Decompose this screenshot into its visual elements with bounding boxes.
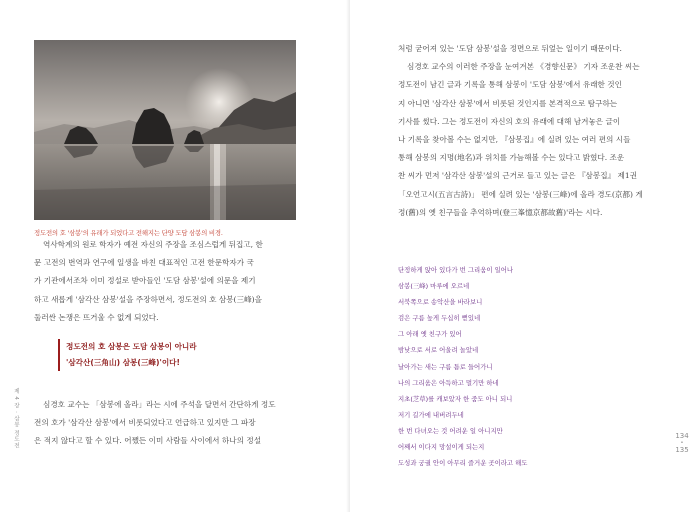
paragraph-line: 찬 씨가 먼저 '삼각산 삼봉'설의 근거로 들고 있는 글은 『삼봉집』 제1권 — [398, 171, 638, 181]
paragraph-line: 문 고전의 번역과 연구에 일생을 바친 대표적인 고전 한문학자가 국 — [34, 258, 254, 268]
poem-line: 나의 그리움은 아득하고 멀기만 하네 — [398, 378, 499, 387]
landscape-photo — [34, 40, 296, 220]
paragraph-line: 전의 호가 '삼각산 삼봉'에서 비롯되었다고 언급하고 있지만 그 파장 — [34, 418, 256, 428]
paragraph-line: 역사학계의 원로 학자가 예전 자신의 주장을 조심스럽게 뒤집고, 한 — [43, 240, 263, 249]
page-number-left: 134 — [675, 432, 689, 440]
paragraph-line: 하고 새롭게 '삼각산 삼봉'설을 주장하면서, 정도전의 호 삼봉(三峰)을 — [34, 294, 262, 304]
paragraph-line: 처럼 굳어져 있는 '도담 삼봉'설을 정면으로 뒤엎는 일이기 때문이다. — [398, 44, 622, 53]
paragraph-line: 지 아니면 '삼각산 삼봉'에서 비롯된 것인지를 본격적으로 탐구하는 — [398, 98, 618, 108]
section-heading — [58, 339, 306, 371]
poem-line: 단정하게 앉아 있다가 번 그리움이 일어나 — [398, 266, 514, 274]
poem-line: 지초(芝草)를 캐보았자 한 줌도 아니 되니 — [398, 394, 513, 403]
poem-line: 서북쪽으로 송악산을 바라보니 — [398, 298, 483, 307]
poem-line: 어째서 이다지 망설이게 되는지 — [398, 443, 485, 452]
paragraph-line: 기사를 썼다. 그는 정도전이 자신의 호의 유래에 대해 남겨놓은 글이 — [398, 116, 621, 126]
paragraph-line: 가 기관에서조차 이미 정설로 받아들인 '도담 삼봉'설에 의문을 제기 — [34, 276, 256, 286]
poem-line: 삼봉(三峰) 마루에 오르네 — [398, 282, 470, 291]
poem-line: 그 아래 옛 친구가 있어 — [398, 330, 462, 339]
paragraph-line: 정(舊)의 옛 친구들을 추억하며(登三峯憶京都故舊)'라는 시다. — [398, 207, 603, 217]
poem-line: 저기 길가에 내버려두네 — [398, 410, 464, 419]
paragraph-line: 심경호 교수는 「삼봉에 올라」라는 시에 주석을 달면서 간단하게 정도 — [43, 400, 276, 409]
poem-line: 한 번 다녀오는 것 어려운 일 아니지만 — [398, 426, 503, 435]
poem-line: 날아가는 새는 구름 틈로 들어가니 — [398, 362, 493, 371]
page-number-right: 135 — [675, 446, 689, 454]
page-number-separator: • — [680, 440, 684, 446]
chapter-side-label: 제 4 장 · 삼봉 정도전 — [13, 388, 19, 449]
paragraph-line: 심경호 교수의 이러한 주장을 눈여겨본 《경향신문》 기자 조운찬 씨는 — [407, 62, 640, 72]
paragraph-line: 통해 삼봉의 지명(地名)과 위치를 가늠해볼 수는 있다고 밝혔다. 조운 — [398, 153, 625, 163]
heading-line-1: 정도전의 호 삼봉은 도담 삼봉이 아니라 — [66, 342, 197, 351]
paragraph-line: 은 적지 않다고 할 수 있다. 어쨌든 이미 사람들 사이에서 하나의 정설 — [34, 436, 262, 446]
heading-line-2: '삼각산(三角山) 삼봉(三峰)'이다! — [66, 358, 180, 367]
paragraph-line: 둘러싼 논쟁은 뜨거울 수 없게 되었다. — [34, 312, 159, 322]
dodam-sambong-photo — [34, 40, 296, 220]
page-numbers — [672, 432, 692, 455]
poem-line: 도성과 궁궐 안이 아무리 즐거운 곳이라고 해도 — [398, 459, 528, 468]
paragraph-line: 「오언고시(五言古詩)」 편에 실려 있는 '삼봉(三峰)에 올라 경도(京都) 게 — [398, 189, 643, 199]
left-body-text — [34, 236, 296, 327]
photo-caption: 정도전의 호 '삼봉'의 유래가 되었다고 전해지는 단양 도담 삼봉의 비경. — [34, 229, 223, 237]
paragraph-line: 나 기록을 찾아볼 수는 없지만, 『삼봉집』에 실려 있는 여러 편의 시들 — [398, 135, 631, 145]
left-bottom-text — [34, 396, 296, 451]
poem-line: 밤낮으로 서로 어울려 놀았네 — [398, 346, 479, 355]
poem-block — [398, 262, 628, 471]
poem-line: 검은 구름 높게 두십히 뻗있네 — [398, 314, 481, 323]
right-body-text — [398, 40, 660, 222]
paragraph-line: 정도전이 남긴 글과 기록을 통해 삼봉이 '도담 삼봉'에서 유래한 것인 — [398, 80, 622, 90]
